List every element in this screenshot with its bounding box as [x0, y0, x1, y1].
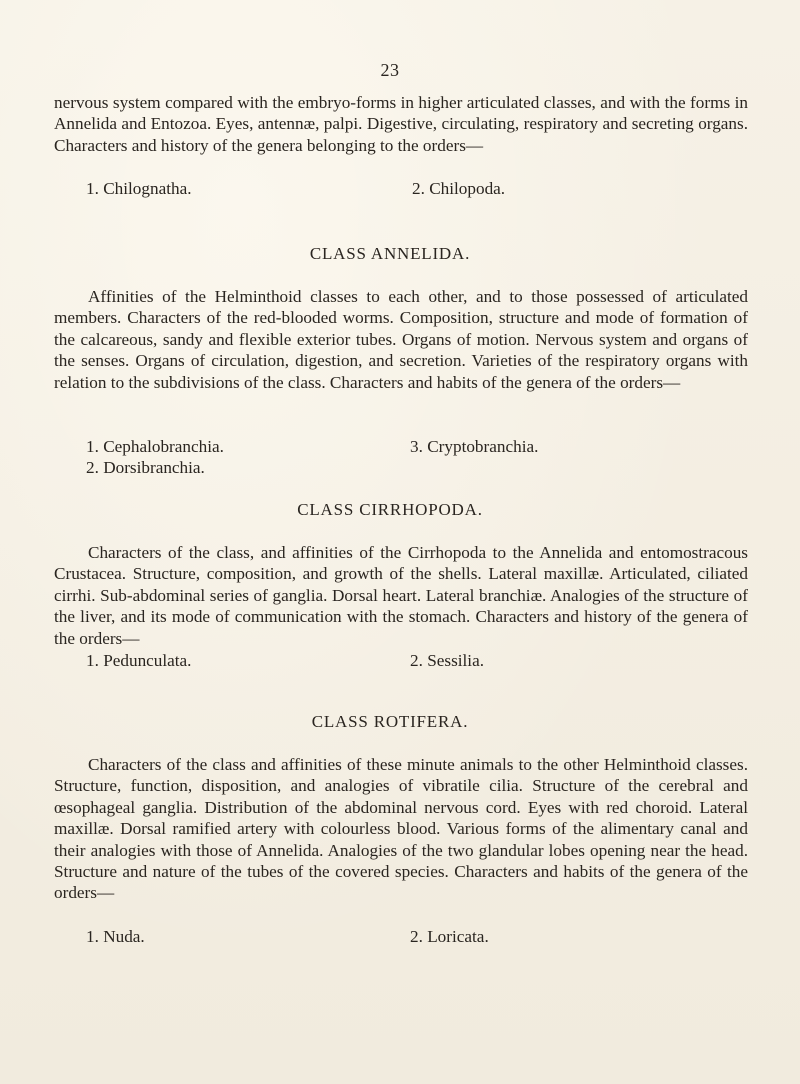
section-heading-cirrhopoda: CLASS CIRRHOPODA. — [297, 500, 483, 519]
order-row — [0, 457, 800, 478]
order-item: 1. Cephalobranchia. — [86, 437, 224, 456]
order-item: 2. Chilopoda. — [412, 179, 506, 198]
order-item: 1. Chilognatha. — [86, 179, 192, 198]
order-item: 1. Pedunculata. — [86, 651, 192, 670]
order-item: 2. Sessilia. — [410, 651, 485, 670]
section-heading-annelida: CLASS ANNELIDA. — [309, 244, 471, 263]
order-row — [0, 436, 800, 457]
order-row — [0, 926, 800, 947]
cirrhopoda-paragraph: Characters of the class, and affinities of the Cirrhopoda to the Annelida and entomostracous Crustacea. Structure, composition, and growth of the shells. Lateral maxillæ. Articulated, ciliated cirrhi. Sub-abdominal series of ganglia. Dorsal heart. Lateral branchiæ. Analogies of the structure of the liver, and its mode of communication with the stomach. Characters and history of the genera of the orders— — [54, 543, 748, 648]
cirrhopoda-orders — [0, 650, 800, 671]
rotifera-orders — [0, 926, 800, 947]
section-heading-rotifera: CLASS ROTIFERA. — [311, 712, 469, 731]
order-item: 2. Loricata. — [410, 927, 489, 946]
order-row — [0, 178, 800, 199]
order-row — [0, 650, 800, 671]
annelida-orders — [0, 436, 800, 479]
intro-orders — [0, 178, 800, 199]
annelida-paragraph: Affinities of the Helminthoid classes to each other, and to those possessed of articulated members. Characters of the red-blooded worms. Composition, structure and mode of formation of the calcareous, sandy and flexible exterior tubes. Organs of motion. Nervous system and organs of the senses. Organs of circulation, digestion, and secretion. Varieties of the respiratory organs with relation to the subdivisions of the class. Characters and habits of the genera of the orders— — [54, 287, 748, 392]
order-item: 1. Nuda. — [86, 927, 145, 946]
rotifera-paragraph: Characters of the class and affinities of these minute animals to the other Helminthoid classes. Structure, function, disposition, and analogies of vibratile cilia. Structure of the cerebral and œsophageal ganglia. Distribution of the abdominal nervous cord. Eyes with red choroid. Lateral maxillæ. Dorsal ramified artery with colourless blood. Various forms of the alimentary canal and their analogies with those of Annelida. Analogies of the two glandular lobes opening near the head. Structure and nature of the tubes of the covered species. Characters and habits of the genera of the orders— — [54, 755, 748, 903]
order-item: 3. Cryptobranchia. — [410, 437, 539, 456]
page-number: 23 — [380, 60, 400, 80]
order-item: 2. Dorsibranchia. — [86, 458, 205, 478]
intro-paragraph: nervous system compared with the embryo-forms in higher articulated classes, and with the forms in Annelida and Entozoa. Eyes, antennæ, palpi. Digestive, circulating, respiratory and secreting organs. Characters and history of the genera belonging to the orders— — [54, 93, 748, 155]
